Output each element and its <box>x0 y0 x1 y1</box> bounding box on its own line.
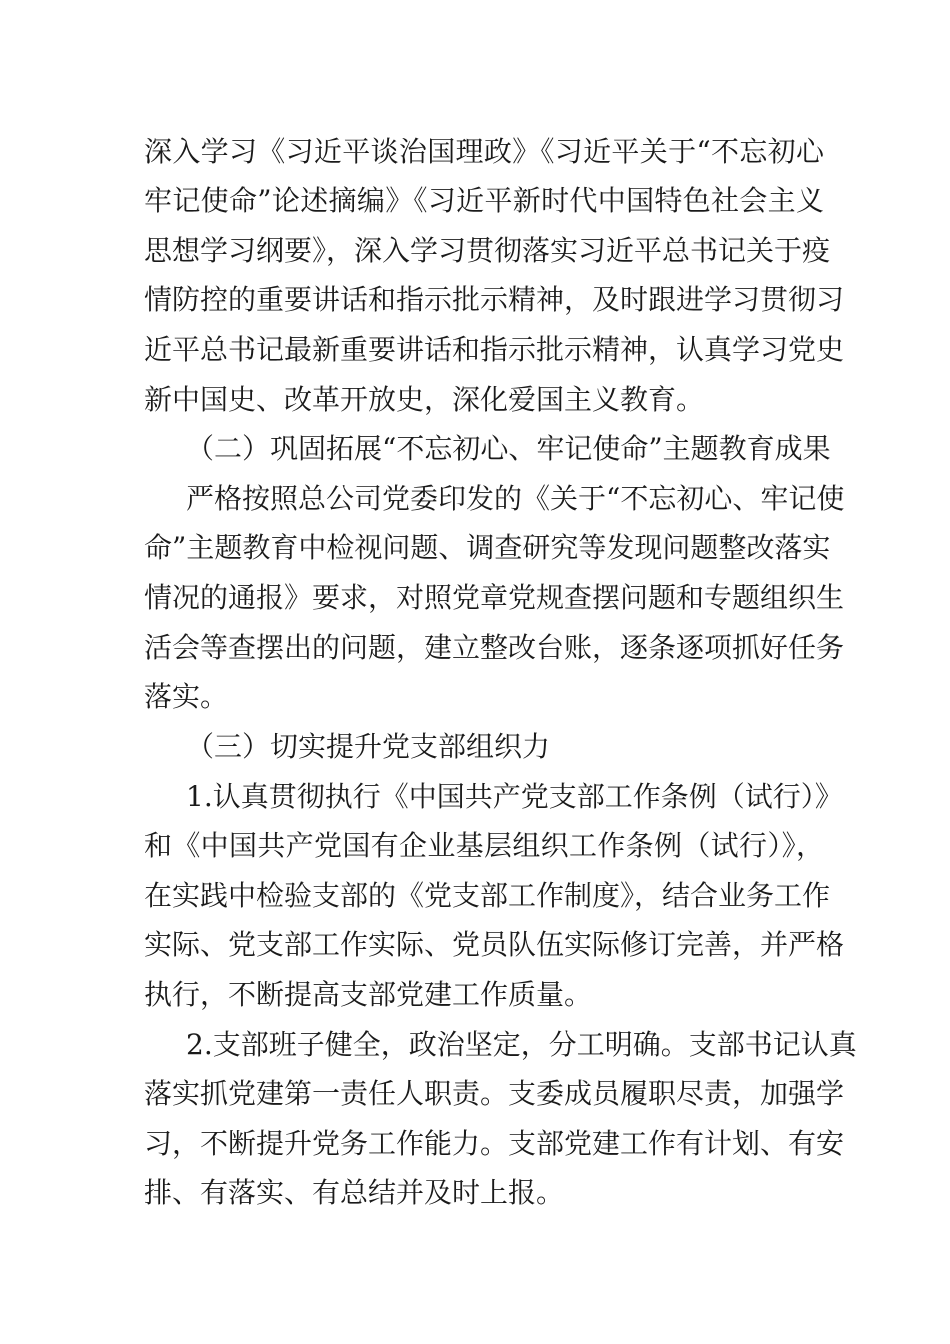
section-heading-3: （三）切实提升党支部组织力 <box>186 730 551 763</box>
body-text-line: 思想学习纲要》，深入学习贯彻落实习近平总书记关于疫 <box>144 234 831 267</box>
section-heading-2: （二）巩固拓展“不忘初心、牢记使命”主题教育成果 <box>186 432 831 465</box>
body-text-line: 牢记使命”论述摘编》《习近平新时代中国特色社会主义 <box>144 184 824 217</box>
body-text-line: 落实。 <box>144 680 229 713</box>
body-text-line: 新中国史、改革开放史，深化爱国主义教育。 <box>144 383 705 416</box>
body-text-line: 深入学习《习近平谈治国理政》《习近平关于“不忘初心 <box>144 135 824 168</box>
body-text-line: 命”主题教育中检视问题、调查研究等发现问题整改落实 <box>144 531 831 564</box>
list-item-1-line: 执行，不断提高支部党建工作质量。 <box>144 978 593 1011</box>
list-item-2-line: 落实抓党建第一责任人职责。支委成员履职尽责，加强学 <box>144 1077 845 1110</box>
list-item-1-line: 在实践中检验支部的《党支部工作制度》，结合业务工作 <box>144 879 831 912</box>
list-item-2-line: 排、有落实、有总结并及时上报。 <box>144 1176 565 1209</box>
list-item-1-line: 实际、党支部工作实际、党员队伍实际修订完善，并严格 <box>144 928 845 961</box>
body-text-line: 严格按照总公司党委印发的《关于“不忘初心、牢记使 <box>186 482 845 515</box>
body-text-line: 近平总书记最新重要讲话和指示批示精神，认真学习党史 <box>144 333 845 366</box>
body-text-line: 情防控的重要讲话和指示批示精神，及时跟进学习贯彻习 <box>144 283 845 316</box>
list-item-2-line: 习，不断提升党务工作能力。支部党建工作有计划、有安 <box>144 1127 845 1160</box>
list-item-2-line: 2.支部班子健全，政治坚定，分工明确。支部书记认真 <box>186 1028 857 1061</box>
body-text-line: 活会等查摆出的问题，建立整改台账，逐条逐项抓好任务 <box>144 631 845 664</box>
list-item-1-line: 1.认真贯彻执行《中国共产党支部工作条例（试行）》 <box>186 780 843 813</box>
list-item-1-line: 和《中国共产党国有企业基层组织工作条例（试行）》， <box>144 829 824 862</box>
body-text-line: 情况的通报》要求，对照党章党规查摆问题和专题组织生 <box>144 581 845 614</box>
